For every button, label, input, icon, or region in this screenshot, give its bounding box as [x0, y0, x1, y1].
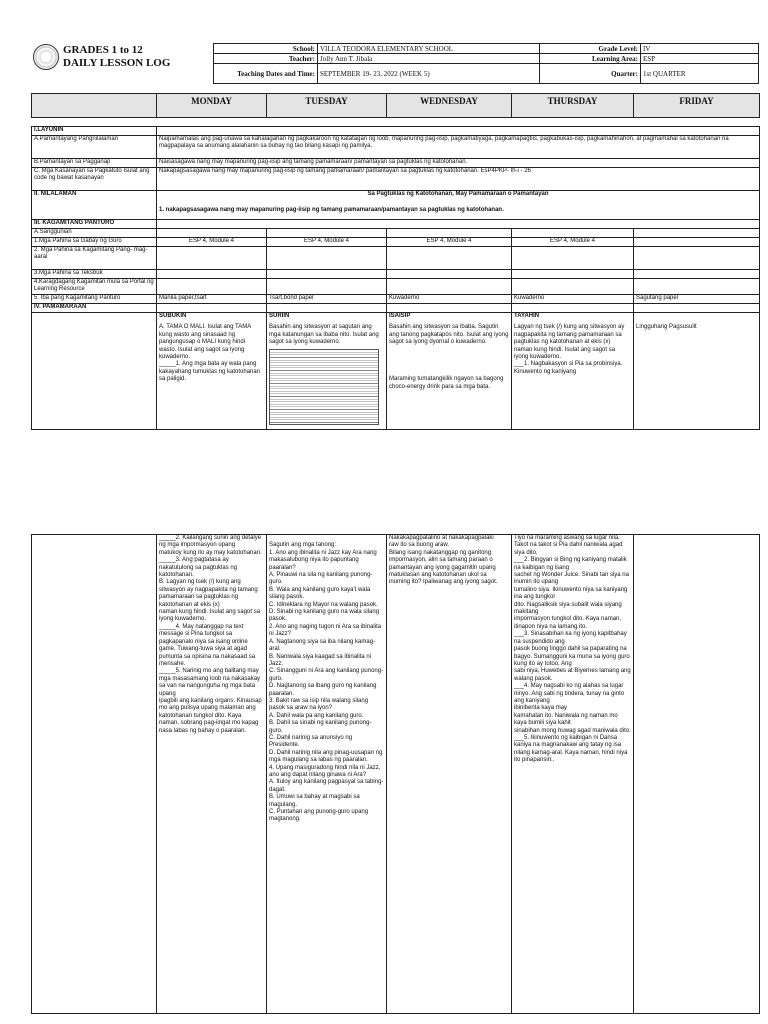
grade-value: IV: [641, 44, 759, 54]
story-image: [269, 349, 379, 425]
kagamitang-wed: [387, 247, 512, 270]
kagamitang-mon: [157, 247, 267, 270]
proc-mon-title: SUBUKIN: [159, 313, 187, 319]
proc-wed: [387, 313, 512, 430]
iba-tue: Tsart,bond paper: [267, 295, 387, 304]
dates-value: SEPTEMBER 19- 23, 2022 (WEEK 5): [318, 64, 540, 84]
iba-thu: Kuwaderno: [512, 295, 634, 304]
area-value: ESP: [641, 54, 759, 64]
days-header: [31, 93, 760, 118]
row-pamamaraan-label: IV. PAMAMARAAN: [32, 304, 157, 313]
title-line-2: DAILY LESSON LOG: [63, 57, 171, 69]
area-label: Learning Area:: [540, 54, 641, 64]
proc-fri: [634, 313, 760, 430]
karagdagang-mon: [157, 279, 267, 295]
iba-mon: Manila paper,tsart: [157, 295, 267, 304]
gabay-mon: ESP 4, Module 4: [157, 238, 267, 247]
nilalaman-cell: [157, 191, 760, 220]
school-label: School:: [214, 44, 318, 54]
gabay-fri: [634, 238, 760, 247]
day-thursday: THURSDAY: [512, 94, 634, 118]
proc-tue: [267, 313, 387, 430]
pamamaraan-wed-h: [387, 304, 512, 313]
kasanayan-text: Nakapagsasagawa nang may mapanuring pag-iisip ng tamang pamamaraan/ pamantayan sa pagtuklas ng katotohanan. EsP4PKP- Ih-i - 26: [157, 168, 760, 191]
title-line-1: GRADES 1 to 12: [63, 44, 143, 56]
proc-thu-text: Lagyan ng tsek (/) kung ang sitwasyon ay nagpapakita ng tamang pamamaraan sa pagtuklas ng katotohanan at ekis (x) naman kung hindi. Isulat ang sagot sa iyong kuwaderno. ___1. Nagbakasyon si Pia sa probinsiya. Kinuwento ng kaniyang: [514, 324, 625, 375]
cont-label-blank: [32, 535, 157, 1014]
cont-fri: [634, 535, 760, 1014]
gabay-wed: ESP 4, Module 4: [387, 238, 512, 247]
karagdagang-fri: [634, 279, 760, 295]
header-table: [213, 43, 759, 84]
grade-label: Grade Level:: [540, 44, 641, 54]
quarter-value: 1st QUARTER: [641, 64, 759, 84]
cont-wed: Nakakapagpatalino at nakakapagpalaki raw ito sa buong araw. Bilang isang nakatanggap ng ganitong impormasyon, alin sa tamang paraan o pamantayan ang iyong gagamitin upang matuklasan ang katotohanan ukol sa inuming ito? Ipaliwanag ang iyong sagot.: [387, 535, 512, 1014]
row-teksbuk-label: 3.Mga Pahina sa Teksbuk: [32, 270, 157, 279]
teksbuk-tue: [267, 270, 387, 279]
row-kasanayan-label: C. Mga Kasanayan sa Pagkatuto Isulat ang code ng bawat kasanayan: [32, 168, 157, 191]
proc-wed-title: ISAISIP: [389, 313, 411, 319]
kagamitan-blank: [157, 220, 760, 229]
iba-fri: Sagutang papel: [634, 295, 760, 304]
nilalaman-sub: 1. nakapagsasagawa nang may mapanuring pag-iisip ng tamang pamamaraan/pamantayan sa pagtuklas ng katotohanan.: [159, 207, 504, 214]
pagganap-text: Naisasagawa nang may mapanuring pag-iisip ang tamang pamamaraan/ pamantayan sa pagtuklas ng katotohanan.: [157, 159, 760, 168]
lesson-table: [31, 126, 760, 430]
row-sanggunian-label: A.Sanggunian: [32, 229, 157, 238]
proc-wed-text: Basahin ang sitwasyon sa ibaba. Sagutin ang tanong pagkatapos nito. Isulat ang iyong sagot sa iyong dyornal o kuwaderno. Maraming tumatangkilik ngayon sa bagong choco-energy drink para sa mga bata.: [389, 324, 509, 390]
proc-mon: [157, 313, 267, 430]
teksbuk-wed: [387, 270, 512, 279]
gabay-tue: ESP 4, Module 4: [267, 238, 387, 247]
pamamaraan-tue-h: [267, 304, 387, 313]
proc-label-blank: [32, 313, 157, 430]
row-layunin: I.LAYUNIN: [32, 127, 157, 136]
proc-thu: [512, 313, 634, 430]
gabay-thu: ESP 4, Module 4: [512, 238, 634, 247]
kagamitang-thu: [512, 247, 634, 270]
kagamitang-tue: [267, 247, 387, 270]
dates-label: Teaching Dates and Time:: [214, 64, 318, 84]
row-pagganap-label: B.Pamantayan sa Pagganap: [32, 159, 157, 168]
karagdagang-tue: [267, 279, 387, 295]
row-kagamitan-label: III. KAGAMITANG PANTURO: [32, 220, 157, 229]
row-pangnilalaman-label: A.Pamantayang Pangnilalaman: [32, 136, 157, 159]
dll-title: [63, 44, 170, 70]
day-friday: FRIDAY: [634, 94, 760, 118]
row-nilalaman-label: II. NILALAMAN: [32, 191, 157, 220]
proc-tue-title: SURIIN: [269, 313, 290, 319]
school-value: VILLA TEODORA ELEMENTARY SCHOOL: [318, 44, 540, 54]
cont-thu: Tiyo na maraming aswang sa lugar nila. Takot na takot si Pia dahil naniwala agad siya dito. ___2. Bingyan si Bing ng kaniyang matalik na kaibigan ng isang sachet ng Wonder Juice. Sinabi tan siya na inumin ito upang tumalino siya. Ikinuwento niya sa kaniyang ina ang tungkol dito. Nagsaliksik siya subalit wala siyang makitang impormasyon tungkol dito. Kaya naman, itinapon niya na lamang ito. ___3. Sinasabihan ka ng iyong kapitbahay na suspendido ang pasok buong linggo dahil sa paparating na bagyo. Sumangguni ka muna sa iyong guro kung ito ay totoo. Ang sabi niya, Huwebes at Biyernes lamang ang walang pasok. ___4. May nagsabi ko ng alahas sa lugar ninyo. Ang sabi ng tindera, tunay na ginto ang kaniyang ibinibenta kaya may kamahalan ito. Naniwala ng naman mo kaya bumili siya kahit sinabihan mong huwag agad maniwala dito. ___5. Ikinuwento ng kaibigan ni Dansa kaniya na magnanakaw ang tatay ng isa nilang kamag-aral. Kaya naman, hindi niya ito pinapansin..: [512, 535, 634, 1014]
teksbuk-mon: [157, 270, 267, 279]
sanggunian-mon: [157, 229, 267, 238]
proc-fri-text: Lingguhang Pagsusulit: [636, 324, 697, 330]
karagdagang-wed: [387, 279, 512, 295]
proc-mon-text: A. TAMA O MALI. Isulat ang TAMA kung wasto ang sinasaad ng pangungusap o MALI kung hindi wasto. Isulat ang sagot sa iyong kuwaderno. _____1. Ang mga bata ay wala pang kakayahang tumuklas ng katotohanan sa paligid.: [159, 324, 261, 383]
day-wednesday: WEDNESDAY: [387, 94, 512, 118]
proc-thu-title: TAYAHIN: [514, 313, 540, 319]
teacher-value: Jolly Ann T. Jibala: [318, 54, 540, 64]
sanggunian-thu: [512, 229, 634, 238]
row-karagdagang-label: 4.Karagdagang Kagamitan mula sa Portal ng Learning Resource: [32, 279, 157, 295]
pamamaraan-fri-h: [634, 304, 760, 313]
pamamaraan-mon-h: [157, 304, 267, 313]
days-blank: [32, 94, 157, 118]
quarter-label: Quarter:: [540, 64, 641, 84]
cont-mon: _____2. Kailangang suriin ang detalye ng mga impormasyon upang matukoy kung ito ay may katotohanan. _____3. Ang pagtatasa ay nakatutulong sa pagtuklas ng katotohanan. B. Lagyan ng tsek (/) kung ang sitwasyon ay nagpapakita ng tamang pamamaraan sa pagtuklas ng katotohanan at ekis (x) naman kung hindi. Isulat ang sagot sa iyong kuwaderno. _____4. May natanggap na text message si Pina tungkol sa pagkapanalo niya sa isang online game. Tuwang-tuwa siya at agad pumunta sa opisina na nakasaad sa mensahe. _____5. Narinig mo ang balitang may mga masasamang loob na nakasakay sa van na nangunguha ng mga bata upang ipagbili ang kanilang organs. Kinausap mo ang pulisya upang malaman ang katotohanan tungkol dito. Kaya naman, sobrang pag-iingat mo kapag nasa labas ng bahay o paaralan.: [157, 535, 267, 1014]
proc-tue-text: Basahin ang sitwasyon at sagutan ang mga katanungan sa ibaba nito. Isulat ang sagot sa iyong kuwaderno.: [269, 324, 379, 346]
layunin-blank: [157, 127, 760, 136]
deped-seal: [33, 44, 59, 70]
nilalaman-title: Sa Pagtuklas ng Katotohanan, May Pamamaraan o Pamantayan: [367, 191, 549, 197]
sanggunian-tue: [267, 229, 387, 238]
sanggunian-wed: [387, 229, 512, 238]
kagamitang-fri: [634, 247, 760, 270]
day-tuesday: TUESDAY: [267, 94, 387, 118]
lesson-table-continued: [31, 534, 760, 1014]
karagdagang-thu: [512, 279, 634, 295]
cont-tue: Sagutin ang mga tanong: 1. Ano ang ibinalita ni Jazz kay Ara nang makasalubong niya ito papuntang paaralan? A. Pinauwi na sila ng kanilang punong-guro. B. Wala ang kanilang guro kaya't wala silang pasok. C. Idineklara ng Mayor na walang pasok. D. Sinabi ng kanilang guro na wala silang pasok. 2. Ano ang naging tugon ni Ara sa ibinalita ni Jazz? A. Nagtanong siya sa iba nilang kamag-aral. B. Naniwala siya kaagad sa ibinalita ni Jazz. C. Sinangguni ni Ara ang kanilang punong-guro. D. Nagtanong sa ibang guro ng kanilang paaralan. 3. Bakit raw sa isip nila walang silang pasok sa araw na iyon? A. Dahil wala pa ang kanilang guro. B. Dahil sa sinabi ng kanilang punong-guro. C. Dahil narinig sa anunsiyo ng Presidente. D. Dahil narinig nila ang pinag-uusapan ng mga magulang sa labas ng paaralan. 4. Upang masiguradong hindi nila ni Jazz, ano ang dapat nilang ginawa ni Ara? A. Ituloy ang kanilang pagpasyal sa tabing-dagat. B. Umuwi sa bahay at magsabi sa magulang. C. Puntahan ang punong-guro upang magtanong.: [267, 535, 387, 1014]
day-monday: MONDAY: [157, 94, 267, 118]
teacher-label: Teacher:: [214, 54, 318, 64]
sanggunian-fri: [634, 229, 760, 238]
iba-wed: Kuwaderno: [387, 295, 512, 304]
pamamaraan-thu-h: [512, 304, 634, 313]
row-iba-label: 5. Iba pang Kagamitang Panturo: [32, 295, 157, 304]
pangnilalaman-text: Naipamamalas ang pag-unawa sa kahalagahan ng pagkakaroon ng katatagan ng loob, mapanuring pag-iisip, pagkamatiyaga, pagkamapagtiis, pagkabukas-isip, pagkamahinahon, at pagmamahal sa katotohanan na magpapalaya sa anumang alalahanin sa buhay ng tao bilang kasapi ng pamilya.: [157, 136, 760, 159]
row-kagamitang-label: 2. Mga Pahina sa Kagamitang Pang- mag-aaral: [32, 247, 157, 270]
teksbuk-thu: [512, 270, 634, 279]
teksbuk-fri: [634, 270, 760, 279]
row-gabay-label: 1.Mga Pahina sa Gabay ng Guro: [32, 238, 157, 247]
